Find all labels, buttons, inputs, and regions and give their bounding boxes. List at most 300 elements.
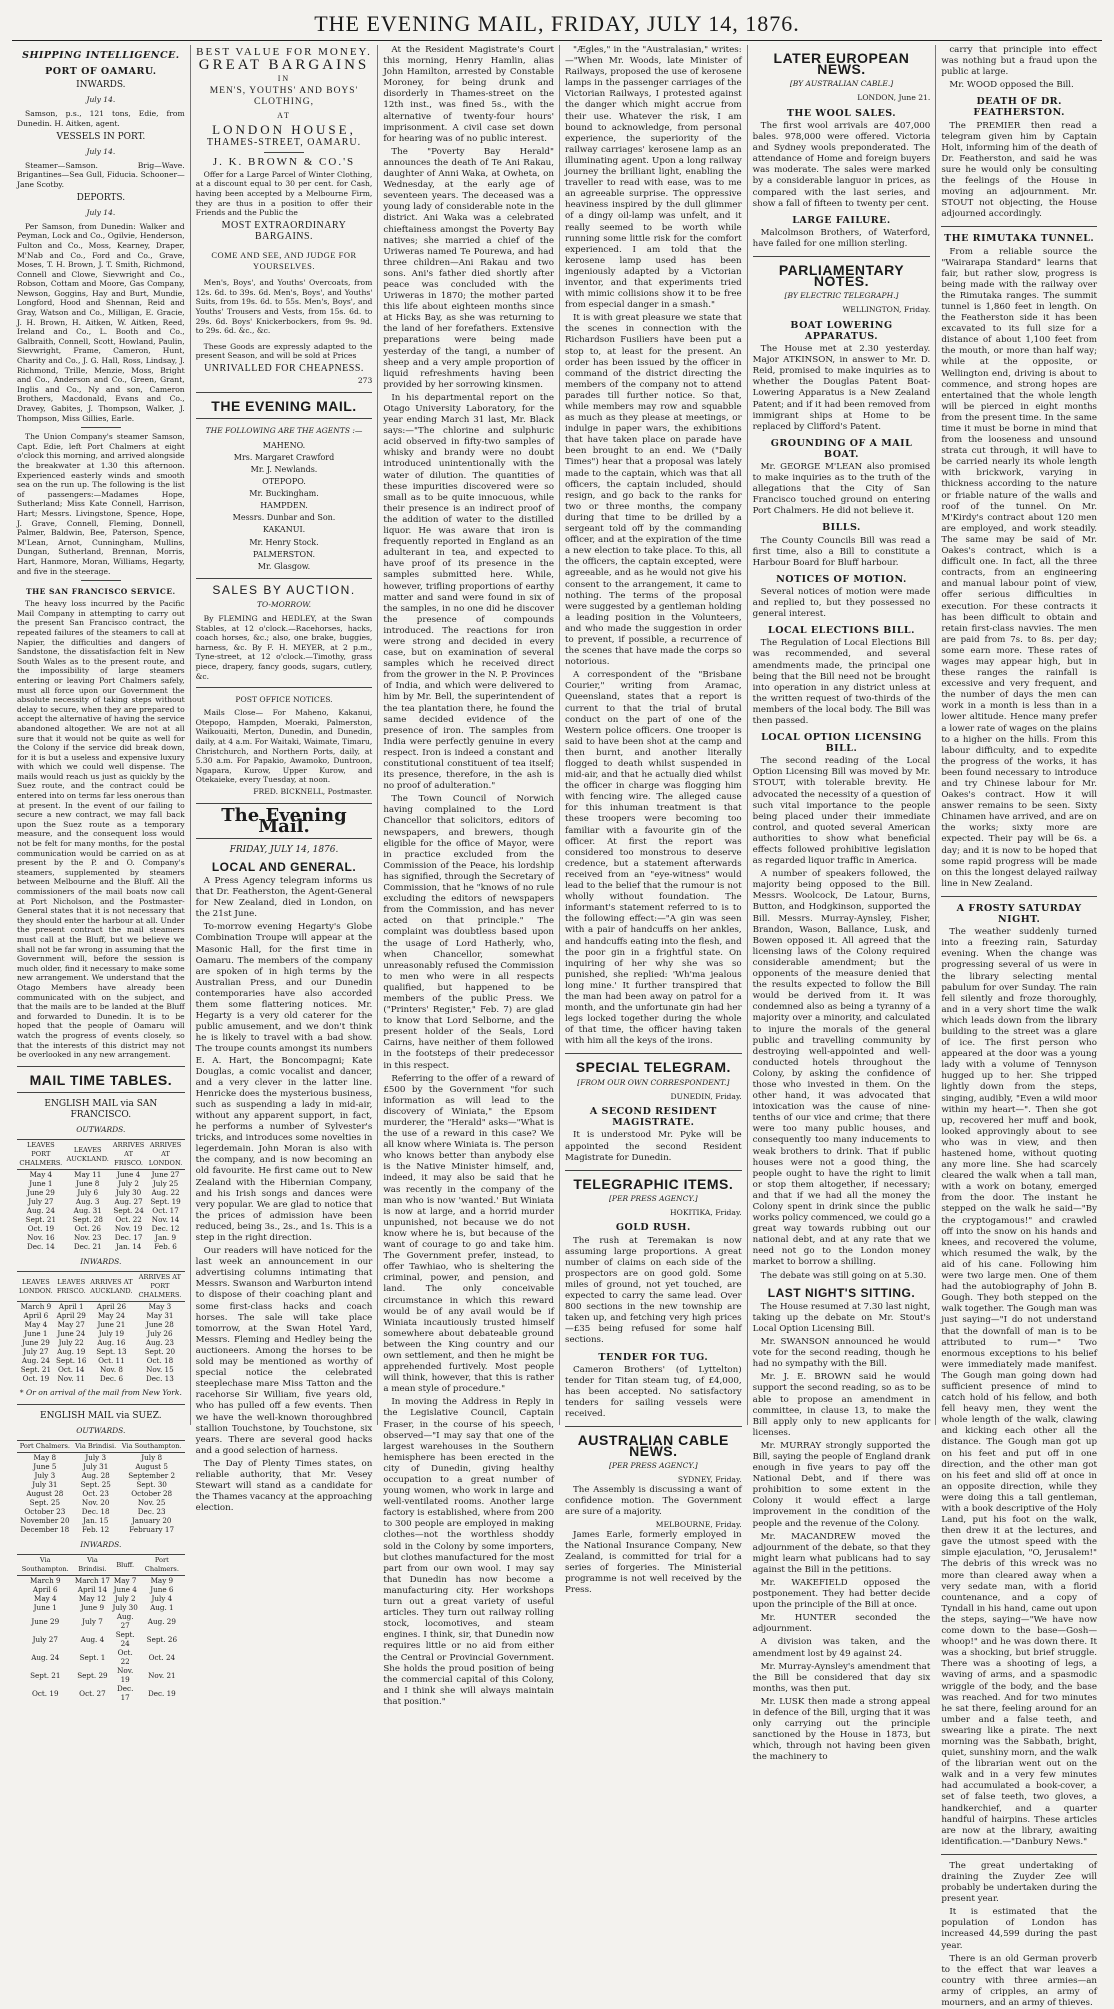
table-row (17, 1585, 185, 1594)
ad-number: 273 (357, 376, 373, 386)
table-header-cell: ARRIVES AT LONDON. (146, 1140, 184, 1170)
divider (565, 1426, 742, 1427)
notices-text: Several notices of motion were made and replied to, but they possessed no general interest. (752, 586, 931, 620)
table-cell: Aug. 22 (151, 1188, 180, 1198)
table-cell: Sept. 30 (136, 1479, 167, 1489)
table-cell: Aug. 16 (97, 1338, 126, 1348)
table-cell: Sept. 21 (25, 1215, 57, 1225)
table-row (17, 1594, 185, 1603)
column-shipping (12, 45, 191, 1703)
large-failure-text: Malcolmson Brothers, of Waterford, have failed for one million sterling. (752, 227, 931, 249)
table-row (17, 1525, 185, 1534)
table-cell: Oct. 24 (148, 1652, 176, 1662)
table-cell: Sept. 28 (72, 1215, 103, 1225)
local-elections-text: The Regulation of Local Elections Bill was recommended, and several amendments made, the principal one being that the Bill need not be brought into operation in any district unless at the written request of two-thirds of the members of the local body. The Bill was then passed. (752, 638, 931, 726)
table-cell: March 9 (20, 1302, 52, 1312)
table-cell: June 8 (76, 1179, 100, 1189)
ad-at: AT (277, 111, 291, 121)
sf-service-heading: THE SAN FRANCISCO SERVICE. (26, 587, 176, 597)
table-cell: June 28 (146, 1320, 174, 1330)
table-cell: Oct. 22 (117, 1648, 133, 1667)
table-cell: Oct. 26 (74, 1224, 101, 1234)
divider (81, 427, 121, 428)
news-paragraph: A correspondent of the "Brisbane Courier," writing from Aramac, Queensland, states that a report is current to that the trial of brutal conduct on the part of one of the Western police officers. One trooper is said to have been shot at the camp and then burnt, and another literally flogged to death whilst suspended in mid-air, and that he actually died whilst the officer in charge was flogging him with fencing wire. The alleged cause for this inhuman treatment is that these troopers were becoming too familiar with a favourite gin of the officer. At first the report was considered too monstrous to deserve credence, but a statement afterwards received from an "eye-witness" would lead to the belief that the rumour is not wholly without foundation. The informant's statement referred to is to the following effect:—"A gin was seen with a pair of handcuffs on her ankles, and handcuffs eating into the flesh, and the poor gin in a frightful state. On inquiring of her why she was so punished, she replied: 'Wh'ma jealous long mine.' It further transpired that the man had been away on patrol for a month, and the unfortunate gin had her legs locked together during the whole of that time, the officer having taken with him all the keys of the irons. (565, 670, 742, 1047)
table-cell: June 1 (24, 1329, 48, 1339)
table-cell: Aug. 27 (114, 1197, 143, 1207)
sitting-text: Mr. SWANSON announced he would vote for the second reading, though he had no sympathy with the Bill. (752, 1337, 931, 1370)
table-cell: May 4 (29, 1170, 53, 1180)
table-cell: Sept. 24 (113, 1206, 144, 1216)
masthead-rule (12, 40, 1102, 41)
masthead: THE EVENING MAIL, FRIDAY, JULY 14, 1876. (314, 11, 800, 36)
table-row (17, 1242, 185, 1251)
table-cell: Dec. 19 (147, 1688, 176, 1698)
table-cell: Nov. 25 (137, 1497, 166, 1507)
ad-firm: J. K. BROWN & CO.'S (212, 155, 356, 168)
sydney-place: SYDNEY, Friday. (677, 1475, 742, 1485)
table-cell: July 30 (115, 1188, 142, 1198)
table-header-cell: ARRIVES AT PORT CHALMERS. (135, 1272, 185, 1302)
table-cell: Aug. 23 (145, 1338, 174, 1348)
divider (196, 838, 373, 839)
ad-unrivalled: UNRIVALLED FOR CHEAPNESS. (204, 362, 364, 374)
shipping-heading: SHIPPING INTELLIGENCE. (22, 50, 180, 61)
table-cell: June 1 (29, 1179, 53, 1189)
table-cell: June 29 (21, 1338, 50, 1348)
ad-mens-clothing: MEN'S, YOUTHS' AND BOYS' CLOTHING, (209, 86, 359, 108)
table-cell: Oct. 11 (98, 1356, 125, 1366)
inwards-date: July 14. (86, 95, 116, 105)
auction-heading: SALES BY AUCTION. (212, 582, 356, 597)
table-cell: May 8 (33, 1452, 57, 1462)
news-paragraph: It is estimated that the population of London has increased 44,599 during the past year. (941, 1907, 1098, 1951)
table-cell: May 31 (146, 1311, 174, 1321)
table-header-cell: Bluff. (111, 1555, 139, 1576)
suez-outwards-heading: OUTWARDS. (76, 1425, 126, 1435)
sydney-text: The Assembly is discussing a want of confidence motion. The Government are sure of a majority. (565, 1484, 742, 1518)
table-cell: July 31 (83, 1461, 109, 1471)
table-row (17, 1648, 185, 1666)
local-option-text: The second reading of the Local Option Licensing Bill was moved by Mr. STOUT, with tolerable brevity. He advocated the necessity of a question of such vital importance to the people being placed under their immediate control, and quoted several American authorities to show what beneficial effects followed prohibitive legislation as regarded liquor traffic in America. (752, 756, 931, 867)
table-cell: April 26 (96, 1302, 127, 1312)
local-option-title: LOCAL OPTION LICENSING BILL. (761, 732, 922, 755)
table-cell: Nov. 20 (81, 1497, 110, 1507)
table-cell: May 12 (78, 1594, 106, 1604)
tender-text: Cameron Brothers' (of Lyttelton) tender for Titan steam tug, of £4,000, has been accepted. No satisfactory tenders for sailing vessels were received. (565, 1364, 742, 1419)
local-paragraph: To-morrow evening Hegarty's Globe Combination Troupe will appear at the Masonic Hall, for the first time in Oamaru. The members of the company are spoken of in high terms by the Australian Press, and our Dunedin contemporaries have also accorded them some flattering notices. Mr. Hegarty is a very old caterer for the public amusement, and we don't think he is likely to travel with a bad show. The troupe counts amongst its numbers E. A. Hart, the Boncompagni; Kate Douglas, a comic vocalist and dancer, and a very clever in the latter line. Henricke does the mysterious business, such as suspending a lady in mid-air, without any apparent support, in fact, he performs a number of Sylvester's tricks, and introduces some novelties in legerdemain. John Moran is also with the company, and is now becoming an old favourite. He first came out to New Zealand with the Hibernian Company, and his Irish songs and dances were very popular. We are glad to notice that the prices of admission have been reduced, being 3s., 2s., and 1s. This is a step in the right direction. (195, 922, 373, 1243)
sf-mail-heading: ENGLISH MAIL via SAN FRANCISCO. (44, 1098, 158, 1120)
table-cell: Oct. 17 (152, 1206, 179, 1216)
column-telegrams (748, 45, 937, 1763)
table-cell: July 3 (34, 1470, 56, 1480)
australian-cable-source: [PER PRESS AGENCY.] (609, 1461, 698, 1471)
table-cell: May 24 (97, 1311, 125, 1321)
column-news-1 (378, 45, 560, 1707)
table-cell: June 5 (33, 1461, 57, 1471)
table-cell: June 24 (57, 1329, 86, 1339)
table-cell: Nov. 15 (146, 1365, 174, 1375)
table-cell: July 4 (151, 1594, 173, 1604)
boat-title: BOAT LOWERING APPARATUS. (790, 319, 893, 342)
rimutaka-heading: THE RIMUTAKA TUNNEL. (944, 233, 1095, 245)
table-header-cell: LEAVES AUCKLAND. (65, 1140, 111, 1170)
bills-title: BILLS. (822, 522, 861, 534)
departs-heading: DEPORTS. (76, 192, 126, 203)
table-cell: June 9 (80, 1603, 105, 1613)
divider (196, 803, 373, 804)
suez-inwards-heading: INWARDS. (80, 1539, 122, 1549)
union-text: The Union Company's steamer Samson, Capt. Edie, left Port Chalmers at eight o'clock this morning, and arrived alongside the breakwater at 1.30 this afternoon. Experienced easterly winds and smooth sea on the run up. The following is the list of passengers:—Madames Hope, Sutherland; Miss Kate Connell, Harrison, Hart; Messrs. Livingstone, Spence, Hope, J. Grave, Connell, Fleming, Donnell, Palmer, Baldwin, Bee, Paterson, Spence, M'Lean, Arnot, Cunningham, Mullins, Dungan, Sutherland, Brennan, Morris, Hart, Hanmore, Moran, Williams, Hegarty, and five in the steerage. (17, 432, 185, 576)
australian-cable-heading: AUSTRALIAN CABLE NEWS. (577, 1432, 729, 1460)
frosty-night-text: The weather suddenly turned into a freezing rain, Saturday evening. When the change was progressing several of us were in the library selecting mental pabulum for over Sunday. The rain fell silently and froze thoroughly, and in a very short time the walk which leads down from the library building to the street was a glare of ice. The first person who appeared at the door was a young lady with a volume of Tennyson hugged up to her. She tripped lightly down from the steps, singing, audibly, "Even a wild moor within my heart—". Then she got up, recovered her muff and book, looked approvingly about to see who was in view, and then hastened home, without quoting any more line. She had scarcely cleared the walk when a tall man, with a work on botany, emerged from the door. The instant he stepped on the walk he said—"By the cryptogamous!" and crawled off into the snow on his hands and knees, and recovered the volume, which resumed the walk, by the aid of his cane. Following him were two large men. One of them had the autobiography of John B. Gough. They both stepped on the walk together. The Gough man was just saying—"I do not understand that the downfall of man is to be attributed to rum—" Two enormous exceptions to his belief were immediately made manifest. The Gough man going down had sufficient presence of mind to catch hold of his fellow, and both fell heavy men, they went the whole length of the walk, clawing and kicking each other all the distance. The Gough man got up on his feet and put off in one direction, and the other man got on his feet and slid off at once in an opposite direction, while they were doing this a tall gentleman, with a book descriptive of the Holy Land, put his foot on the walk, then drew it at the lectures, and gave the utmost speed with the simple ejaculation, "O, Jerusalem!" The debris of this wreck was no more than cleared away when a very sedate man, with a florid countenance, and a copy of Tyndall in his hand, came out upon the steps, saying—"We have now come down to the base—Gosh—whoop!" and he was down there. It was a shocking, but brief struggle. There was a shooting of legs, a waving of arms, and a spasmodic wriggle of the body, and the base was reached. And for two minutes he sat there, feeling around for an umber and a false teeth, and swearing like a pirate. The next morning was the Sabbath, bright, quiet, sunshiny morn, and the walk of the librarian went out on the walk and in a very few minutes had accumulated a book-cover, a set of false teeth, two gloves, a handkerchief, and a quarter handful of hairpins. These articles are now at the library, awaiting identification.—"Danbury News." (941, 927, 1098, 1847)
european-news-source: [BY AUSTRALIAN CABLE.] (789, 79, 894, 89)
featherston-text: The PREMIER then read a telegram given him by Captain Holt, informing him of the death of Dr. Featherston, and said he was sure he would only be consulting the feelings of the House in moving an adjournment. Mr. STOUT not objecting, the House adjourned accordingly. (941, 120, 1098, 220)
table-cell: Feb. 12 (82, 1524, 110, 1534)
divider (565, 1053, 742, 1054)
table-cell: July 22 (58, 1338, 84, 1348)
table-cell: March 9 (29, 1576, 61, 1586)
table-cell: Aug. 4 (80, 1634, 105, 1644)
vessels-heading: VESSELS IN PORT. (56, 131, 146, 142)
news-paragraph: At the Resident Magistrate's Court this morning, Henry Hamlin, alias John Hamilton, arrested by Constable Moroney, for being drunk and disorderly in Thames-street on the 12th inst., was fined 5s., with the alternative of twenty-four hours' imprisonment. A civil case set down for hearing was of no public interest. (383, 45, 554, 144)
news-paragraph: The great undertaking of draining the Zuyder Zee will probably be undertaken during the present year. (941, 1860, 1098, 1905)
sf-inwards-table (17, 1271, 185, 1383)
table-cell: Oct. 14 (57, 1365, 85, 1375)
table-cell: May 4 (24, 1320, 48, 1330)
dateline: FRIDAY, JULY 14, 1876. (229, 844, 339, 855)
ad-street: THAMES-STREET, OAMARU. (206, 136, 362, 148)
table-cell: Dec. 12 (151, 1224, 180, 1234)
table-cell: Dec. 18 (81, 1506, 110, 1516)
table-header-cell: Via Brindisi. (74, 1555, 112, 1576)
agents-intro: THE FOLLOWING ARE THE AGENTS :— (205, 425, 363, 435)
news-paragraph: Mr. WOOD opposed the Bill. (949, 80, 1074, 91)
table-cell: April 1 (58, 1302, 84, 1312)
ad-foot: These Goods are expressly adapted to the present Season, and will be sold at Prices (195, 341, 373, 361)
table-cell: Oct. 27 (79, 1688, 106, 1698)
local-paragraph: A Press Agency telegram informs us that Dr. Featherston, the Agent-General for New Zealand, died in London, on the 21st June. (195, 876, 373, 920)
table-cell: July 6 (77, 1188, 99, 1198)
agent-entry: Mrs. Margaret Crawford (233, 452, 335, 462)
table-cell: Aug. 28 (81, 1470, 110, 1480)
sitting-text: Mr. MURRAY strongly supported the Bill, saying the people of England drank enough in five years to pay off the National Debt, and if there was prohibition to some extent in the Colony it would effect a large improvement in the condition of the people and the revenue of the Colony. (752, 1440, 931, 1529)
table-row (17, 1197, 185, 1206)
sf-inwards-heading: INWARDS. (80, 1257, 122, 1267)
news-paragraph: carry that principle into effect was nothing but a fraud upon the public at large. (941, 45, 1098, 78)
table-cell: July 27 (28, 1197, 54, 1207)
special-place: DUNEDIN, Friday. (670, 1091, 742, 1101)
table-cell: April 6 (32, 1585, 58, 1595)
table-cell: Aug. 3 (75, 1197, 100, 1207)
table-cell: Oct. 19 (32, 1688, 59, 1698)
table-cell: January 20 (131, 1515, 172, 1525)
suez-mail-heading: ENGLISH MAIL via SUEZ. (40, 1410, 162, 1421)
table-cell: Jan. 14 (115, 1242, 142, 1252)
auction-text: By FLEMING and HEDLEY, at the Swan Stables, at 12 o'clock.—Racehorses, hacks, coach horses, &c.; also, one brake, buggies, harness, &c. By F. H. MEYER, at 2 p.m., Tyne-street, at 12 o'clock.—Timothy, grass piece, drapery, fancy goods, sugars, cutlery, &c. (195, 614, 373, 681)
news-paragraph: Referring to the offer of a reward of £500 by the Government "for such information as will lead to the discovery of Winiata," the Epsom murderer, the "Herald" asks—"What is the use of a reward in this case? We all know where Winiata is. The person who knows better than anybody else is the Native Minister himself, and, indeed, it may also be said that he was recently in the company of the man who is now 'wanted.' But Winiata is now at large, and a horrid murder unpunished, not because we do not know where he is, but because of the want of courage to go and take him. The Government prefer, instead, to offer Tawhiao, who is sheltering the criminal, power, and pension, and land. The only conceivable circumstance in which this reward would be of any avail would be if Winiata incautiously trusted himself somewhere about debateable ground between the King country and our own settlement, and then he might be apprehended furtively. Most people will think, however, that this is rather a mean style of procedure." (383, 1073, 554, 1395)
divider (81, 580, 121, 581)
sitting-text: Mr. LUSK then made a strong appeal in defence of the Bill, urging that it was only carrying out the principle sanctioned by the House in 1873, but which, through not having been given the machinery to (752, 1696, 931, 1763)
table-cell: Sept. 13 (96, 1347, 127, 1357)
table-row (17, 1320, 185, 1329)
melbourne-text: James Earle, formerly employed in the National Insurance Company, New Zealand, is committed for trial for a series of forgeries. The Ministerial programme is not well received by the Press. (565, 1529, 742, 1596)
table-cell: Sept. 29 (77, 1670, 108, 1680)
divider (941, 226, 1097, 227)
agent-entry: Mr. J. Newlands. (250, 465, 318, 474)
rimutaka-text: From a reliable source the "Wairarapa Standard" learns that fair, but rather slow, progress is being made with the railway over the Rimutaka ranges. The summit tunnel is 1,860 feet in length. On the Featherston side it has been excavated to its full size for a distance of about 1,100 feet from the mouth, or more than half way; while at the opposite, or Wellington end, driving is about to commence, and strong hopes are entertained that the whole length will be pierced in eight months from the present time. In the same time it must be borne in mind that from the looseness and unsound strata cut through, it will have to be carried nearly its whole length with brickwork, varying in thickness according to the nature or friable nature of the walls and roof of the tunnel. On Mr. M'Kirdy's contract about 120 men are employed, and work steadily. The same may be said of Mr. Oakes's contract, which is a difficult one. In fact, all the three contracts, from an engineering and manual labour point of view, offer serious difficulties in execution. For these contracts it has been difficult to obtain and retain first-class navvies. The men are paid from 7s. to 8s. per day; some earn more. These rates of wages may appear high, but in these ranges the rainfall is excessive and very frequent, and the number of days the men can work in a month is less than in a lower altitude. Hence many prefer a lower rate of wages on the plains to a higher on the hills. From this labour difficulty, and to expedite the progress of the works, it has been found necessary to introduce and try Chinese labour for Mr. Oakes's contract. How it will answer remains to be seen. Sixty Chinamen have arrived, and are on the works; sixty more are expected. Their pay will be 6s. a day; and it is now to be hoped that some rapid progress will be made on this the longest delayed railway line in New Zealand. (941, 246, 1098, 889)
table-cell: Nov. 11 (57, 1374, 85, 1384)
sf-service-text: The heavy loss incurred by the Pacific Mail Company in attempting to carry out the present San Francisco contract, the repeated failures of the steamers to call at Napier, the difficulties and dangers of Sandstone, the dissatisfaction felt in New South Wales as to the present route, and the impossibility of large steamers entering or leaving Port Chalmers safely, must all force upon our Government the absolute necessity of taking steps without delay to secure, when they are prepared to accept the alternative of having the service abandoned altogether. We are not at all sure that it would not be quite as well for the Colony if the service did break down, for it is but a useless and expensive luxury with which we could well dispense. The mails would reach us just as quickly by the Suez route, and the contract could be entered into on terms far less onerous than at present. In the event of our failing to secure a new contract, we may fall back upon the Suez route as a temporary measure, and the consequent loss would not be felt for many months, for the postal communication would be carried on as at present by the P. and O. Company's steamers, supplemented by steamers between Melbourne and the Bluff. All the commissioners of the mail boats now call at Port Nicholson, and the Postmaster-General states that it is not necessary that they should enter the harbour at all. Under the present contract the mail steamers must call at the Bluff, but we believe we shall not be far wrong in assuming that the Government will, before the session is much older, find it necessary to make some new arrangement. We understand that the Otago Members have already been communicated with on the subject, and that the mails are to be landed at the Bluff and forwarded to Dunedin. It is to be hoped that the people of Oamaru will watch the progress of events closely, so that the interests of this district may not be overlooked in any new arrangement. (17, 599, 185, 1060)
table-cell: May 11 (74, 1170, 102, 1180)
table-row (17, 1516, 185, 1525)
special-title: A SECOND RESIDENT MAGISTRATE. (589, 1106, 717, 1129)
divider (941, 1854, 1097, 1855)
table-row (17, 1576, 185, 1586)
agent-entry: Mr. Buckingham. (249, 489, 319, 499)
local-general-heading: LOCAL AND GENERAL. (211, 859, 357, 874)
table-cell: Aug. 27 (116, 1612, 134, 1631)
table-cell: Dec. 17 (117, 1684, 134, 1703)
european-news-heading: LATER EUROPEAN NEWS. (773, 50, 910, 78)
large-failure-title: LARGE FAILURE. (792, 214, 891, 226)
special-telegram-source: [FROM OUR OWN CORRESPONDENT.] (577, 1077, 730, 1087)
agent-entry: Mr. Henry Stock. (249, 537, 319, 547)
table-cell: Aug. 31 (73, 1206, 102, 1216)
table-cell: May 3 (148, 1302, 172, 1312)
table-cell: Aug. 1 (150, 1603, 174, 1613)
table-row (17, 1347, 185, 1356)
news-paragraph: There is an old German proverb to the effect that war leaves a country with three armies—an army of cripples, an army of mourners, and an army of thieves. (941, 1953, 1098, 2009)
vessels-text: Steamer—Samson. Brig—Wave. Brigantines—Sea Gull, Fiducia. Schooner—Jane Scotby. (17, 160, 185, 189)
sf-outwards-table (17, 1139, 185, 1251)
sf-note: * Or on arrival of the mail from New York. (19, 1388, 182, 1398)
table-header-cell: Via Southampton. (17, 1555, 74, 1576)
column-news-2 (560, 45, 748, 1596)
agent-entry: PALMERSTON. (252, 549, 316, 559)
table-cell: July 27 (23, 1347, 49, 1357)
news-paragraph: In his departmental report on the Otago University Laboratory, for the year ending March 31 last, Mr. Black says:—"The chlorine and sulphuric acid observed in fifty-two samples of whisky and brandy were no doubt introduced unintentionally with the water of dilution. The quantities of these impurities discovered were so small as to be quite innocuous, while their presence is an indirect proof of the addition of water to the distilled liquor. He was aware that iron is frequently reported in England as an adulterant in tea, and expected to have proof of its presence in the samples submitted here. While, however, trifling proportions of earthy matter and sand were found in six of the samples, in no one did he discover the presence of compounds introduced. The reactions for iron were strong and decided in every case, but on examination of several samples which he received direct from the grower in the N. P. Provinces of India, and which were delivered to him by Mr. Bell, the superintendent of the tea plantation there, he found the same decided evidence of the presence of iron. The samples from India were perfectly genuine in every respect. Iron is indeed a constant and constitutional constituent of tea itself; its presence, therefore, in the ash is no proof of adulteration." (383, 392, 554, 792)
table-row (17, 1224, 185, 1233)
table-cell: Oct. 23 (82, 1488, 109, 1498)
table-cell: July 27 (32, 1634, 58, 1644)
table-cell: December 18 (20, 1524, 70, 1534)
frosty-night-heading: A FROSTY SATURDAY NIGHT. (956, 902, 1082, 926)
table-cell: Sept. 21 (20, 1365, 52, 1375)
grounding-text: Mr. GEORGE M'LEAN also promised to make inquiries as to the truth of the allegations that the City of San Francisco touched ground on entering Port Chalmers. He did not believe it. (752, 462, 931, 517)
local-paragraph: Our readers will have noticed for the last week an announcement in our advertising columns intimating that Messrs. Swanson and Warburton intend to dispose of their coaching plant and some first-class hacks and coach horses. The sale will take place tomorrow, at the Swan Hotel Yard, Messrs. Fleming and Hedley being the auctioneers. Among the horses to be sold may be mentioned as worthy of special notice the celebrated steeplechase mare Miss Tatton and the racehorse Sir William, five years old, who has pulled off a few events. Then we have the well-known thoroughbred stallion Touchstone, by Touchstone, six years. There are several good hacks and a good selection of harness. (195, 1246, 373, 1456)
telegraphic-place: HOKITIKA, Friday. (669, 1207, 742, 1217)
table-cell: Sept. 1 (79, 1652, 106, 1662)
table-cell: Sept. 21 (30, 1670, 61, 1680)
agent-entry: HAMPDEN. (260, 501, 308, 511)
telegraphic-items-heading: TELEGRAPHIC ITEMS. (573, 1175, 734, 1192)
port-heading: PORT OF OAMARU. (45, 66, 157, 78)
table-cell: July 7 (82, 1616, 103, 1626)
news-paragraph: The "Poverty Bay Herald" announces the death of Te Ani Rakau, daughter of Anni Waka, at Owheta, on Wednesday, at the early age of seventeen years. The deceased was a young lady of considerable note in the district. Ani Waka was a celebrated chieftainess amongst the Poverty Bay natives; she married a chief of the Uriweras named Te Pourewa, and had three children—Ani Rakau and two sons. Ani's father died shortly after peace was concluded with the Uriweras in 1870; the mother parted this life about eighteen months since at Hicks Bay, as she was returning to the land of her forefathers. Extensive preparations were being made yesterday of the tangi, a number of sheep and a very ample proportion of liquid refreshments having been provided by her sorrowing kinsmen. (383, 146, 554, 390)
divider (17, 1092, 185, 1093)
news-paragraph: "Ægles," in the "Australasian," writes:—"When Mr. Woods, late Minister of Railways, proposed the use of kerosene lamps in the passenger carriages of the Victorian Railways, I protested against the danger which might accrue from their use. Whatever the risk, I am bound to acknowledge, from personal experience, the superiority of the railway carriages' kerosene lamp as an illuminating agent. Upon a long railway journey the brilliant light, enabling the traveller to read with ease, was to me an agreeable surprise. The oppressive heaviness inspired by the dull glimmer of a dingy oil-lamp was unfelt, and it really seemed to be worth while running some little risk for the comfort experienced. I am told that the kerosene lamp used has been ingeniously adapted by a Victorian inventor, and that experiments tried with mimic collisions show it to be free from especial danger in a smash." (565, 45, 742, 311)
special-telegram-heading: SPECIAL TELEGRAM. (575, 1059, 731, 1076)
table-row (17, 1452, 185, 1462)
table-row (17, 1498, 185, 1507)
table-cell: Oct. 18 (146, 1356, 174, 1366)
table-cell: July 8 (141, 1452, 163, 1462)
ad-in: IN (277, 74, 291, 84)
table-row (17, 1480, 185, 1489)
suez-outwards-table (17, 1440, 185, 1534)
table-cell: October 28 (131, 1488, 173, 1498)
departs-date: July 14. (86, 207, 116, 217)
table-cell: Nov. 8 (99, 1365, 123, 1375)
melbourne-place: MELBOURNE, Friday. (655, 1520, 742, 1530)
post-office-sign: FRED. BICKNELL, Postmaster. (253, 787, 373, 797)
gothic-title: The Evening Mail. (221, 804, 347, 837)
agent-entry: Mr. Glasgow. (257, 561, 311, 571)
table-cell: Oct. 19 (22, 1374, 50, 1384)
post-office-heading: POST OFFICE NOTICES. (235, 695, 333, 705)
divider (17, 1404, 185, 1405)
divider (941, 896, 1097, 897)
vessels-date: July 14. (86, 146, 116, 156)
table-row (17, 1374, 185, 1383)
sitting-text: The House resumed at 7.30 last night, taking up the debate on Mr. Stout's Local Option Licensing Bill. (752, 1301, 931, 1334)
table-row (17, 1188, 185, 1197)
table-cell: Oct. 19 (27, 1224, 55, 1234)
table-cell: June 29 (31, 1616, 60, 1626)
table-header-cell: LEAVES PORT CHALMERS. (17, 1140, 65, 1170)
wellington-place: WELLINGTON, Friday. (842, 305, 931, 315)
ad-london-house: LONDON HOUSE, (212, 121, 356, 137)
table-cell: May 27 (57, 1320, 85, 1330)
local-elections-title: LOCAL ELECTIONS BILL. (768, 625, 915, 637)
table-cell: July 26 (147, 1329, 173, 1339)
divider (565, 1170, 742, 1171)
table-cell: July 2 (114, 1594, 136, 1604)
table-header-cell: Port Chalmers. (17, 1440, 73, 1452)
news-paragraph: In moving the Address in Reply in the Legislative Council, Captain Fraser, in the course of his speech, observed—"I may say that one of the largest warehouses in the Southern hemisphere has been erected in the city of Dunedin, giving healthy occupation to a great number of young women, who work in large and well-ventilated rooms. Another large factory is established, where from 200 to 300 people are employed in making clothes—not the worthless shoddy sold in the Colony by some importers, but clothes manufactured for the most part from our own wool. I may say that Dunedin has now become a manufacturing city. Her workshops turn out a great variety of useful articles. They turn out railway rolling stock, locomotives, and steam engines. I think, sir, that Dunedin now requires little or no aid from either the Central or Provincial Government. She holds the proud position of being the commercial capital of this Colony, and I think she will always maintain that position." (383, 1397, 554, 1707)
table-cell: September 2 (128, 1470, 176, 1480)
table-row (17, 1507, 185, 1516)
table-cell: June 27 (151, 1170, 180, 1180)
table-cell: June 4 (113, 1585, 137, 1595)
table-cell: Nov. 19 (117, 1666, 134, 1685)
table-row (17, 1603, 185, 1612)
table-row (17, 1471, 185, 1480)
table-cell: Aug. 29 (147, 1616, 176, 1626)
table-header-cell: LEAVES LONDON. (17, 1272, 55, 1302)
ad-prices: Men's, Boys', and Youths' Overcoats, from 12s. 6d. to 39s. 6d. Men's, Boys', and Youths' Suits, from 19s. 6d. to 55s. Men's, Boys', and Youths' Trousers and Vests, from 15s. 6d. to 29s. 6d. Boys' Knickerbockers, from 9s. 9d. to 29s. 6d. &c., &c. (195, 278, 373, 336)
notices-title: NOTICES OF MOTION. (776, 573, 907, 585)
table-cell: Dec. 14 (26, 1242, 55, 1252)
table-cell: February 17 (129, 1524, 175, 1534)
divider (196, 578, 373, 579)
tender-title: TENDER FOR TUG. (598, 1351, 709, 1363)
departs-text: Per Samson, from Dunedin: Walker and Peyman, Lock and Co., Ogilvie, Henderson, Fulton and Co., Moss, Kearney, Draper, M'Nab and Co., Ford and Co., Grave, Moses, T. H. Brown, J. T. Smith, Richmond, Connell and Clowe, Sievwright and Co., Robson, Cottam and Moore, Gas Company, Newson, Goggins, Hay and Burt, Mundie, Longford, Hood and Shennan, Reid and Gray, Watson and Co., Milligan, E. Gracie, J. H. Brown, H. Aitken, W. Aitken, Reed, Ireland and Co., L. Booth and Co., Galbraith, Connell, Scott, Howland, Paulin, Sievwright, Frame, Cameron, Hunt, Charity and Co., J. G. Hall, Ross, Lindsay, J. Richmond, Trille, Menzie, Moss, Bright and Co., Anderson and Co., Green, Grant, Inglis and Co., Ny and son, Cameron Brothers, Macdonald, Evans and Co., Dravey, Gabites, J. Thompson, Walker, J. Thompson, Miss Gillies, Earle. (17, 221, 185, 423)
table-cell: Nov. 23 (73, 1233, 102, 1243)
gold-rush-title: GOLD RUSH. (615, 1222, 691, 1234)
table-header-cell: Via Southampton. (119, 1440, 185, 1452)
news-paragraph: It is with great pleasure we state that the scenes in connection with the Richardson Fusiliers have been put a stop to, at least for the present. An order has been issued by the officer in command of the district directing the members of the company not to attend parades till further notice. So that, while members may row and squabble as much as they please at meetings, or indulge in paper wars, the exhibitions that have taken place on parade have been brought to an end. We ("Daily Times") hear that a proposal was lately made to the captain, which was that all officers, the captain included, should resign, and go back to the ranks for two or three months, the company during that time to be drilled by a sergeant told off by the commanding officer, and at the expiration of the time a new election to take place. To this, all the officers, the captain excepted, were agreeable, and as he would not give his consent to the arrangement, it came to nothing. The terms of the proposal were suggested by a gentleman holding a leading position in the Volunteers, and who made the suggestion in order to prevent, if possible, a recurrence of the scenes that have made the corps so notorious. (565, 313, 742, 668)
agent-entry: OTEPOPO. (262, 477, 306, 487)
table-header-cell: ARRIVES AT AUCKLAND. (88, 1272, 135, 1302)
table-header-cell: Via Brindisi. (73, 1440, 119, 1452)
last-nights-sitting-heading: LAST NIGHT'S SITTING. (767, 1285, 916, 1300)
ad-come-and-see: COME AND SEE, AND JUDGE FOR YOURSELVES. (211, 250, 357, 272)
london-place: LONDON, June 21. (857, 93, 931, 103)
divider (753, 256, 931, 257)
ad-most-extraordinary: MOST EXTRAORDINARY BARGAINS. (221, 219, 347, 242)
tomorrow-heading: TO-MORROW. (256, 599, 311, 609)
sitting-text: Mr. J. E. BROWN said he would support the second reading, so as to be able to propose an amendment in committee, in clause 13, to make the Bill apply only to new applicants for licenses. (752, 1372, 931, 1438)
table-header-cell: ARRIVES AT FRISCO. (111, 1140, 147, 1170)
wool-sales-text: The first wool arrivals are 407,000 bales. 978,000 were offered. Victoria and Sydney wools preponderated. The attendance of Home and foreign buyers was moderate. The sales were marked by a considerable languor in prices, as compared with the last series, and show a fall of fifteen to twenty per cent. (752, 120, 931, 209)
sitting-text: Mr. Murray-Aynsley's amendment that the Bill be considered that day six months, was then put. (752, 1661, 931, 1694)
table-cell: November 20 (20, 1515, 70, 1525)
outwards-heading: OUTWARDS. (76, 1124, 126, 1134)
table-cell: Jan. 15 (82, 1515, 109, 1525)
table-cell: April 6 (23, 1311, 49, 1321)
column-advertising (191, 45, 379, 1514)
table-cell: Dec. 13 (146, 1374, 174, 1384)
table-row (17, 1179, 185, 1188)
table-cell: Jan. 9 (155, 1233, 177, 1243)
sitting-text: Mr. MACANDREW moved the adjournment of the debate, so that they might learn what publicans had to say against the Bill in the petitions. (752, 1531, 931, 1575)
table-cell: March 17 (74, 1576, 111, 1586)
local-option-text: The debate was still going on at 5.30. (760, 1270, 927, 1281)
table-row (17, 1612, 185, 1630)
agent-entry: KAKANUI. (262, 525, 306, 535)
table-row (17, 1170, 185, 1180)
table-row (17, 1666, 185, 1684)
table-row (17, 1630, 185, 1648)
local-paragraph: The Day of Plenty Times states, on reliable authority, that Mr. Vesey Stewart will stand as a candidate for the Thames vacancy at the approaching election. (195, 1458, 373, 1514)
table-row (17, 1215, 185, 1224)
sitting-text: Mr. HUNTER seconded the adjournment. (752, 1613, 931, 1635)
agent-entry: Messrs. Dunbar and Son. (232, 513, 336, 523)
table-cell: Dec. 23 (137, 1506, 166, 1516)
table-cell: Sept. 20 (144, 1347, 176, 1357)
divider (196, 392, 373, 393)
table-row (17, 1356, 185, 1365)
table-cell: October 23 (24, 1506, 66, 1516)
table-cell: May 9 (150, 1576, 174, 1586)
table-cell: Sept. 25 (80, 1479, 111, 1489)
wool-sales-title: THE WOOL SALES. (786, 107, 897, 119)
ad-great-bargains: GREAT BARGAINS (198, 57, 370, 74)
inwards-text: Samson, p.s., 121 tons, Edie, from Dunedin. H. Aitken, agent. (17, 109, 185, 128)
telegraphic-source: [PER PRESS AGENCY.] (609, 1193, 698, 1203)
table-cell: Nov. 19 (114, 1224, 143, 1234)
ad-body: Offer for a Large Parcel of Winter Clothing, at a discount equal to 30 per cent. for Cash, having been accepted by a Melbourne Firm, they are thus in a position to offer their Friends and the Public the (195, 169, 373, 218)
table-cell: Sept. 16 (56, 1356, 87, 1366)
table-cell: Sept. 24 (115, 1630, 135, 1649)
columns (12, 45, 1102, 2009)
table-cell: June 1 (33, 1603, 57, 1613)
table-cell: April 29 (56, 1311, 86, 1321)
table-cell: July 3 (85, 1452, 107, 1462)
table-row (17, 1489, 185, 1498)
table-cell: Nov. 21 (148, 1670, 176, 1680)
table-row (17, 1302, 185, 1312)
suez-inwards-table (17, 1554, 185, 1702)
table-row (17, 1329, 185, 1338)
table-header-cell: LEAVES FRISCO. (55, 1272, 88, 1302)
divider (17, 1066, 185, 1067)
bills-text: The County Councils Bill was read a first time, also a Bill to constitute a Harbour Board for Bluff harbour. (752, 535, 931, 568)
table-row (17, 1206, 185, 1215)
gold-rush-text: The rush at Teremakan is now assuming large proportions. A great number of claims on each side of the prospectors are on good gold. Some miles of ground, not yet touched, are expected to carry the same lead. Over 800 sections in the new township are taken up, and fetching very high prices—£35 being refused for some half sections. (565, 1235, 742, 1346)
post-office-text: Mails Close— For Maheno, Kakanui, Otepopo, Hampden, Moeraki, Palmerston, Waikouaiti, Merton, Dunedin, and Dunedin, daily, at 4 a.m. For Waitaki, Waimate, Timaru, Christchurch, and Northern Ports, daily, at 5.30 a.m. For Papakio, Awamoko, Duntroon, Ngapara, Kurow, Upper Kurow, and Otekaieke, every Tuesday, at noon. (195, 708, 373, 785)
